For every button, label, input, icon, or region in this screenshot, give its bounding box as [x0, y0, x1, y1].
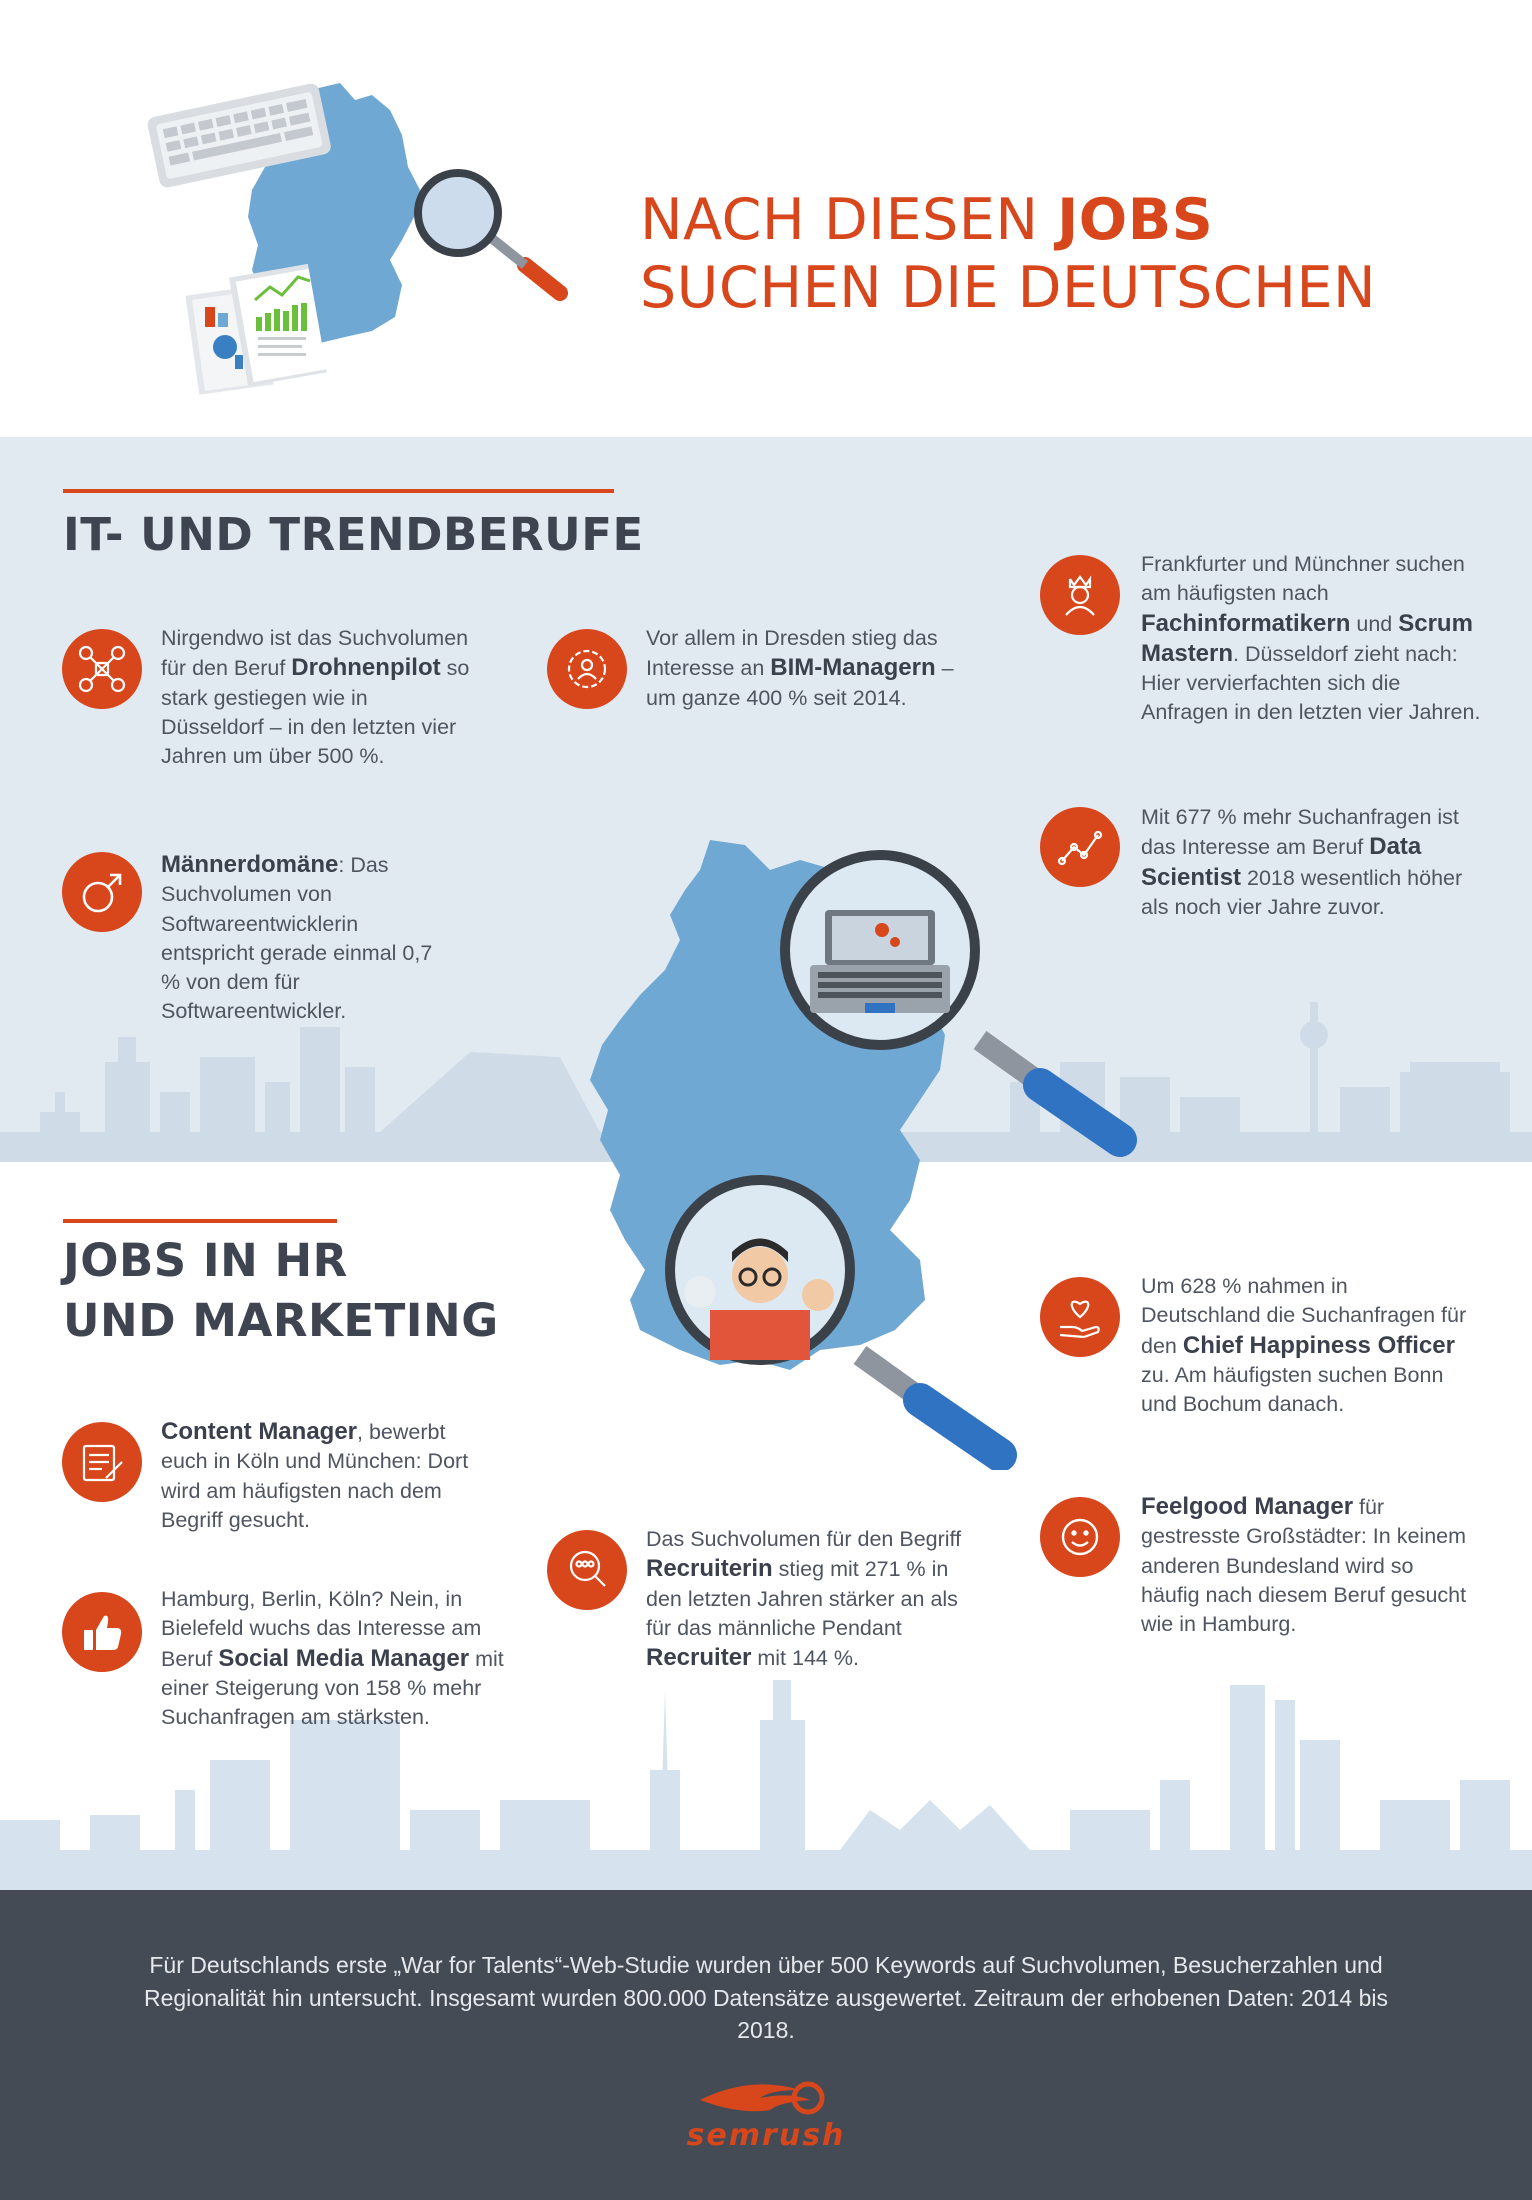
item-data-scientist: Mit 677 % mehr Suchanfragen ist das Interesse am Beruf Data Scientist 2018 wesentlich höher als noch vier Jahre zuvor. — [1141, 805, 1463, 919]
germany-map-illustration — [560, 830, 1160, 1470]
item-chief-happiness-officer: Um 628 % nahmen in Deutschland die Suchanfragen für den Chief Happiness Officer zu. Am häufigsten suchen Bonn und Bochum danach. — [1141, 1274, 1467, 1417]
magnifier-icon — [418, 173, 560, 293]
report-documents-icon — [185, 264, 327, 395]
section-rule — [63, 489, 614, 493]
footer-study-note: Für Deutschlands erste „War for Talents“-Web-Studie wurden über 500 Keywords auf Suchvolumen, Besucherzahlen und Regionalität hin untersucht. Insgesamt wurden 800.000 Datensätze ausgewertet. Zeitraum der erhobenen Daten: 2014 bis 2018. — [143, 1952, 1389, 2043]
header-illustration — [140, 55, 580, 405]
item-content-manager: Content Manager, bewerbt euch in Köln und München: Dort wird am häufigsten nach dem Begriff gesucht. — [161, 1418, 469, 1532]
thumbs-up-icon — [62, 1592, 142, 1672]
section-heading-it: IT- UND TRENDBERUFE — [63, 508, 644, 561]
semrush-fireball-icon — [690, 2070, 840, 2125]
header — [0, 0, 1532, 437]
item-drohnenpilot: Nirgendwo ist das Suchvolumen für den Beruf Drohnenpilot so stark gestiegen wie in Düsseldorf – in den letzten vier Jahren um über 500 %. — [161, 626, 470, 769]
item-maennerdomaene: Männerdomäne: Das Suchvolumen von Softwareentwicklerin entspricht gerade einmal 0,7 % von dem für Softwareentwickler. — [161, 851, 433, 1024]
item-social-media-manager: Hamburg, Berlin, Köln? Nein, in Bielefeld wuchs das Interesse am Beruf Social Media Manager mit einer Steigerung von 158 % mehr Suchanfragen am stärksten. — [161, 1587, 504, 1730]
section-rule-2 — [63, 1219, 337, 1223]
gear-person-icon — [547, 629, 627, 709]
magnifier-people-icon — [670, 1180, 1000, 1455]
smiley-icon — [1040, 1497, 1120, 1577]
people-search-icon — [547, 1530, 627, 1610]
item-fachinformatiker: Frankfurter und Münchner suchen am häufigsten nach Fachinformatikern und Scrum Mastern. Düsseldorf zieht nach: Hier vervierfachten sich die Anfragen in den letzten vier Jahren. — [1141, 552, 1481, 725]
item-feelgood-manager: Feelgood Manager für gestresste Großstädter: In keinem anderen Bundesland wird so häufig nach diesem Beruf gesucht wie in Hamburg. — [1141, 1493, 1467, 1637]
section-heading-hr: JOBS IN HR UND MARKETING — [63, 1234, 499, 1347]
male-symbol-icon — [62, 852, 142, 932]
drone-icon — [62, 629, 142, 709]
person-crown-icon — [1040, 555, 1120, 635]
footer — [0, 1890, 1532, 2200]
semrush-logo[interactable]: semrush — [686, 2118, 846, 2153]
item-bim-manager: Vor allem in Dresden stieg das Interesse an BIM-Managern – um ganze 400 % seit 2014. — [646, 626, 954, 710]
item-recruiterin: Das Suchvolumen für den Begriff Recruiterin stieg mit 271 % in den letzten Jahren stärker an als für das männliche Pendant Recruiter mit 144 %. — [646, 1527, 962, 1672]
document-pen-icon — [62, 1422, 142, 1502]
page-title: NACH DIESEN JOBS SUCHEN DIE DEUTSCHEN — [640, 187, 1377, 322]
